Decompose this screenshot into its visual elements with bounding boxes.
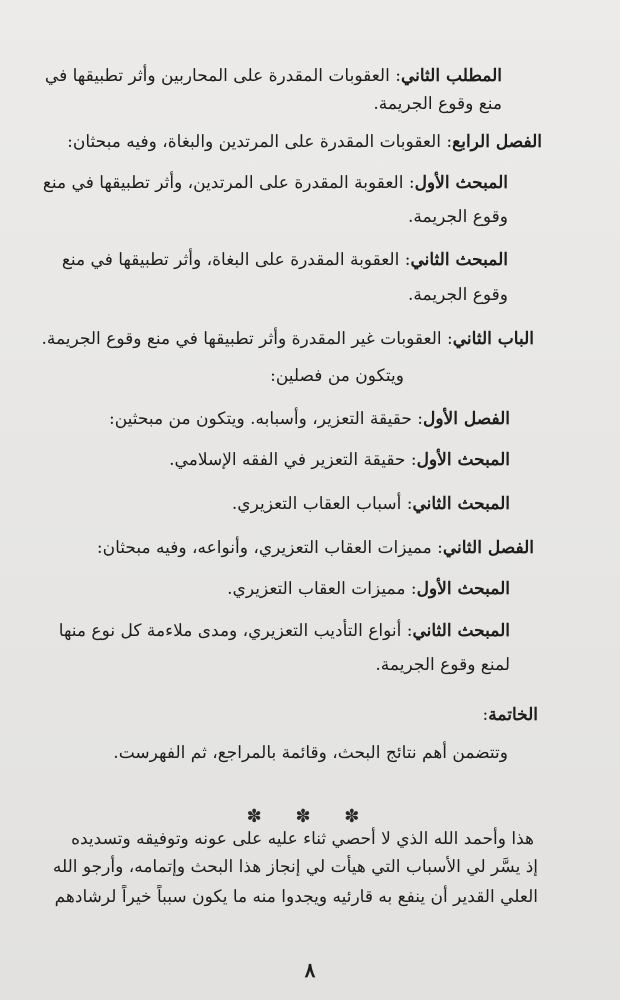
line-text: : مميزات العقاب التعزيري، وأنواعه، وفيه مبحثان:	[96, 538, 443, 558]
line-text: : العقوبات المقدرة على المحاربين وأثر تطبيقها في	[44, 66, 401, 86]
heading-label: المبحث الأول	[414, 173, 508, 193]
heading-label: المبحث الأول	[416, 450, 510, 470]
text-line	[8, 92, 502, 116]
text-line	[8, 855, 538, 879]
text-line	[8, 283, 508, 307]
line-text: : العقوبة المقدرة على المرتدين، وأثر تطبيقها في منع	[42, 173, 415, 193]
line-text: : العقوبات غير المقدرة وأثر تطبيقها في منع وقوع الجريمة.	[41, 329, 453, 349]
text-line	[8, 885, 538, 909]
heading-label: الفصل الثاني	[442, 538, 534, 558]
text-line	[8, 827, 534, 851]
line-text: هذا وأحمد الله الذي لا أحصي ثناء عليه على عونه وتوفيقه وتسديده	[71, 829, 534, 849]
heading-label: الفصل الرابع	[452, 132, 542, 152]
heading-label: الباب الثاني	[452, 329, 534, 349]
line-text: وقوع الجريمة.	[408, 207, 508, 227]
line-text: : حقيقة التعزير، وأسبابه. ويتكون من مبحثين:	[109, 409, 423, 429]
text-line	[8, 448, 510, 472]
text-line	[8, 130, 542, 154]
heading-label: الفصل الأول	[422, 409, 510, 429]
line-text: : أسباب العقاب التعزيري.	[231, 494, 413, 514]
line-text: : أنواع التأديب التعزيري، ومدى ملاءمة كل نوع منها	[58, 621, 413, 641]
heading-label: المطلب الثاني	[400, 66, 502, 86]
text-line	[8, 171, 508, 195]
heading-label: المبحث الثاني	[410, 250, 508, 270]
text-line	[8, 205, 508, 229]
text-line	[8, 653, 510, 677]
line-text: لمنع وقوع الجريمة.	[375, 655, 510, 675]
text-line	[8, 536, 534, 560]
text-line	[8, 64, 502, 88]
line-text: : العقوبة المقدرة على البغاة، وأثر تطبيقها في منع	[61, 250, 411, 270]
heading-label: الخاتمة	[488, 705, 538, 725]
text-line	[8, 248, 508, 272]
text-line	[8, 364, 404, 388]
text-line	[8, 741, 508, 765]
line-text: ويتكون من فصلين:	[270, 366, 404, 386]
page-number: ٨	[304, 958, 316, 982]
heading-label: المبحث الثاني	[412, 494, 510, 514]
line-text: : مميزات العقاب التعزيري.	[227, 579, 417, 599]
heading-label: المبحث الأول	[416, 579, 510, 599]
text-line	[8, 619, 510, 643]
section-separator-stars: ✽ ✽ ✽	[246, 806, 374, 827]
line-text: وتتضمن أهم نتائج البحث، وقائمة بالمراجع، ثم الفهرست.	[113, 743, 508, 763]
line-text: العلي القدير أن ينفع به قارئيه ويجدوا منه ما يكون سبباً خيراً لرشادهم	[54, 887, 538, 907]
line-text: إذ يسَّر لي الأسباب التي هيأت لي إنجاز هذا البحث وإتمامه، وأرجو الله	[52, 857, 538, 877]
text-line	[8, 703, 538, 727]
line-text: : حقيقة التعزير في الفقه الإسلامي.	[169, 450, 417, 470]
text-line	[8, 327, 534, 351]
line-text: منع وقوع الجريمة.	[373, 94, 502, 114]
text-line	[8, 407, 510, 431]
line-text: :	[482, 705, 489, 725]
line-text: وقوع الجريمة.	[408, 285, 508, 305]
text-line	[8, 492, 510, 516]
line-text: : العقوبات المقدرة على المرتدين والبغاة، وفيه مبحثان:	[67, 132, 453, 152]
heading-label: المبحث الثاني	[412, 621, 510, 641]
text-line	[8, 577, 510, 601]
